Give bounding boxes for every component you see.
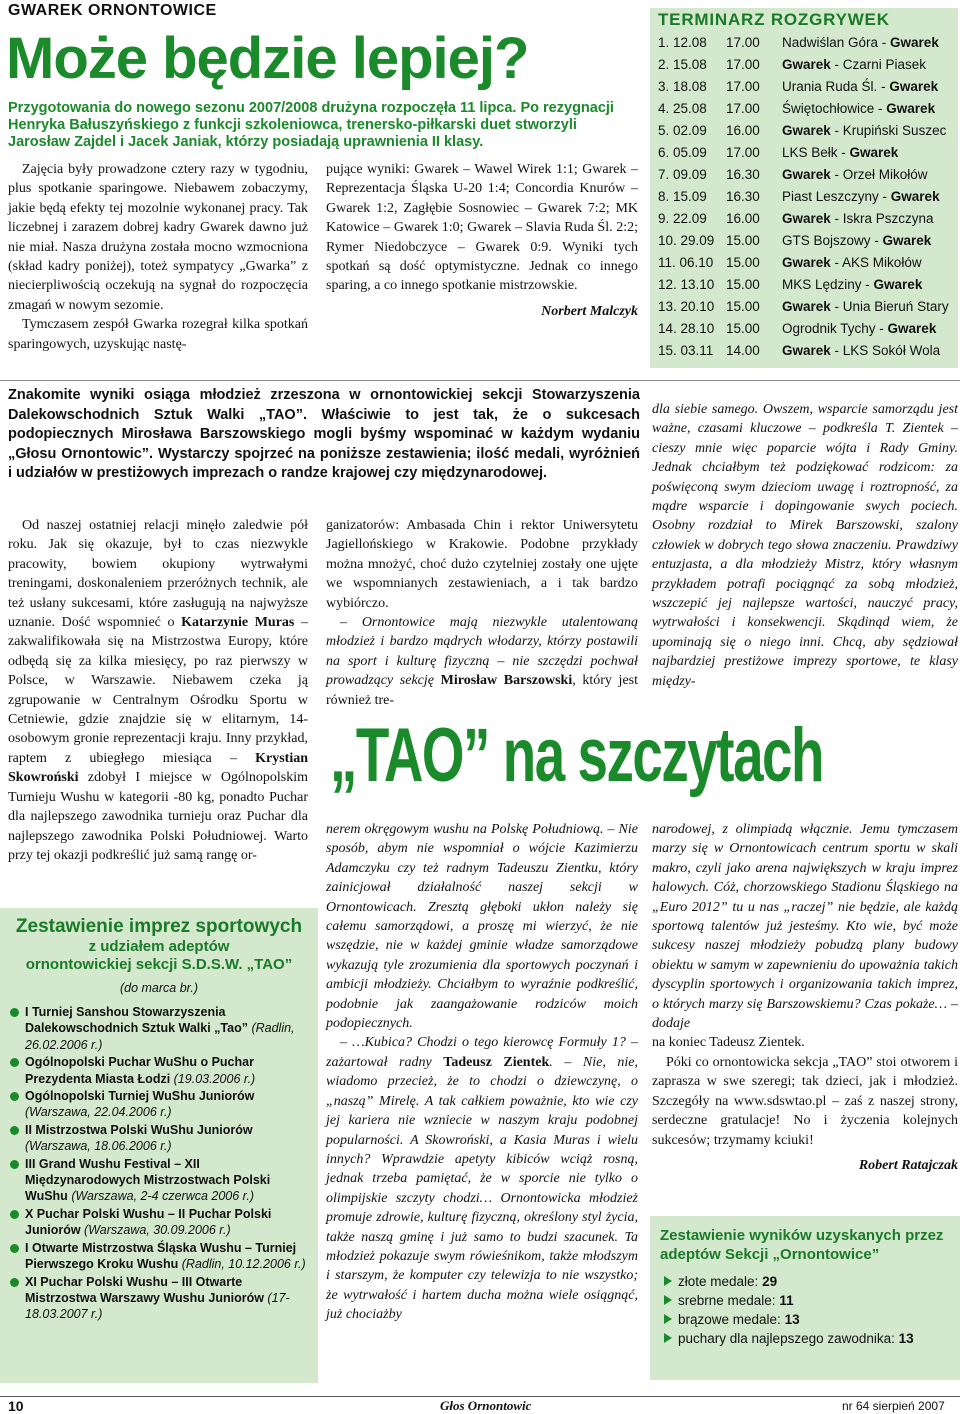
event-name: III Grand Wushu Festival – XII Międzynarodowych Mistrzostwach Polski WuShu xyxy=(25,1156,271,1204)
footer-logo: Głos Ornontowic xyxy=(440,1398,532,1413)
match-teams xyxy=(782,340,958,362)
medal-text xyxy=(678,1329,914,1348)
article2-paragraph: dla siebie samego. Owszem, wsparcie samorządu jest ważne, czasami kluczowe – podkreśla T. Zientek – cieszy mnie więc poparcie wójta i Rady Gminy. Jednak chciałbym też podziękować rodzicom: za poświęconą swym dzieciom uwagę i roztropność, za mądre wsparcie i dopingowanie swych pociech. Osobny rozdział to Mirek Barszowski, szalony człowiek w dobrych tego słowa znaczeniu. Prawdziwy entuzjasta, a dla młodzieży Mistrz, który własnym przykładem potrafi pociągnąć za sobą młodzież, wszczepić jej najlepsze wartości, nauczyć pracy, wytrwałości i konsekwencji. Skądinąd wiem, że upominają się o niego inni. Chcą, aby sędziował najbardziej prestiżowe imprezy sportowe, te klasy między- xyxy=(652,402,958,689)
away-team: Krupiński Suszec xyxy=(842,123,947,138)
home-team: Gwarek xyxy=(782,255,831,270)
triangle-bullet-icon xyxy=(664,1276,672,1286)
event-text xyxy=(25,1156,308,1205)
medal-item xyxy=(650,1329,960,1348)
medal-label: złote medale: xyxy=(678,1274,759,1289)
match-teams xyxy=(782,164,958,186)
home-team: Urania Ruda Śl. xyxy=(782,79,878,94)
match-teams xyxy=(782,98,958,120)
team-separator: - xyxy=(874,101,887,116)
article1-paragraph: Zajęcia były prowadzone cztery razy w tygodniu, plus spotkanie sparingowe. Niebawem zobaczymy, jakie będą efekty tej mozolnie wykonanej pracy. Tak liczebnej i zarazem dobrej kadry Gwarek dawno już nie miał. Nasza drużyna została mocno wzmocniona (skład kadry poniżej), toteż sympatycy „Gwarka” z niecierpliwością oczekują na sygnał do rozpoczęcia zmagań w nowym sezomie. xyxy=(8,162,308,313)
match-teams xyxy=(782,296,958,318)
schedule-row xyxy=(650,186,958,208)
match-date: 6. 05.09 xyxy=(658,145,707,160)
match-date: 15. 03.11 xyxy=(658,343,714,358)
match-teams xyxy=(782,186,958,208)
bullet-icon xyxy=(10,1278,19,1287)
team-separator: - xyxy=(837,145,850,160)
home-team: LKS Bełk xyxy=(782,145,838,160)
article1-paragraph: pujące wyniki: Gwarek – Wawel Wirek 1:1; Gwarek – Reprezentacja Śląska U-20 1:4; Concordia Knurów – Gwarek 1:2, Zagłębie Sosnowiec – Gwarek 7:2; MK Katowice – Gwarek 1:0; Gwarek – Slavia Ruda Śl. 2:2; Rymer Niedobczyce – Gwarek 0:9. Wyniki tych spotkań są dość optymistyczne. Jednak co innego sparing, a co innego spotkanie mistrzowskie. xyxy=(326,162,638,294)
match-date: 10. 29.09 xyxy=(658,233,715,248)
match-time: 17.00 xyxy=(726,101,760,116)
medals-box-title: Zestawienie wyników uzyskanych przez adeptów Sekcji „Ornontowice” xyxy=(660,1227,944,1263)
schedule-row xyxy=(650,98,958,120)
article2-paragraph: Póki co ornontowicka sekcja „TAO” stoi otworem i zaprasza w swe szeregi; tak dzieci, jak i młodzież. Szczegóły na www.sdswtao.pl – zaś z naszej strony, serdeczne gratulacje! No i życzenia kolejnych sukcesów; trzymamy kciuki! xyxy=(652,1054,958,1148)
medal-item xyxy=(650,1310,960,1329)
text-run: Od naszej ostatniej relacji minęło zaledwie pół roku. Jak się okazuje, był to czas niezwykle pracowity, bowiem okupiony wytrwałymi treningami, doskonaleniem przeróżnych technik, ale też usłany sukcesami, które zasługują na najwyższe uznanie. Dość wspomnieć o xyxy=(8,518,308,631)
match-time: 15.00 xyxy=(726,321,760,336)
home-team: Gwarek xyxy=(782,167,831,182)
events-box-subtitle-line: z udziałem adeptów xyxy=(88,938,230,955)
article2-column-2-bottom xyxy=(326,820,638,1325)
match-time: 17.00 xyxy=(726,35,760,50)
event-detail: (19.03.2006 r.) xyxy=(173,1071,256,1086)
event-item xyxy=(0,1122,318,1155)
event-item xyxy=(0,1054,318,1087)
home-team: Świętochłowice xyxy=(782,101,875,116)
home-team: Gwarek xyxy=(782,57,831,72)
medal-count: 13 xyxy=(898,1331,914,1346)
event-detail: (Warszawa, 18.06.2006 r.) xyxy=(25,1139,172,1154)
home-team: MKS Lędziny xyxy=(782,277,862,292)
team-separator: - xyxy=(830,343,843,358)
match-time: 15.00 xyxy=(726,255,760,270)
event-name: Ogólnopolski Turniej WuShu Juniorów xyxy=(25,1089,255,1104)
article2-paragraph: na koniec Tadeusz Zientek. xyxy=(652,1035,805,1051)
person-name: Krystian Skowroński xyxy=(8,750,308,786)
medal-item xyxy=(650,1272,960,1291)
text-run: , który jest również tre- xyxy=(326,673,639,708)
schedule-row xyxy=(650,296,958,318)
person-name: Mirosław Barszowski xyxy=(440,673,573,689)
event-detail: (17-18.03.2007 r.) xyxy=(25,1290,290,1322)
event-detail: (Warszawa, 30.09.2006 r.) xyxy=(84,1223,231,1238)
event-text xyxy=(25,1274,308,1323)
medal-label: srebrne medale: xyxy=(678,1293,776,1308)
match-date: 7. 09.09 xyxy=(658,167,707,182)
home-team: GTS Bojszowy xyxy=(782,233,871,248)
article2-column-3-bottom xyxy=(652,820,958,1175)
match-date: 5. 02.09 xyxy=(658,123,707,138)
schedule-row xyxy=(650,120,958,142)
team-separator: - xyxy=(875,321,888,336)
medal-count: 29 xyxy=(762,1274,778,1289)
away-team: Iskra Pszczyna xyxy=(842,211,934,226)
event-item xyxy=(0,1088,318,1121)
bullet-icon xyxy=(10,1210,19,1219)
lead-paragraph-tao: Znakomite wyniki osiąga młodzież zrzeszona w ornontowickiej sekcji Stowarzyszenia Dalekowschodnich Sztuk Walki „TAO”. Właściwie to jest tak, że o sukcesach podopiecznych Mirosława Barszowskiego mogli byśmy wspominać w każdym wydaniu „Głosu Ornontowic”. Wystarczy spojrzeć na poniższe zestawienia; ilość medali, wyróżnień i udziałów w prestiżowych imprezach o randze krajowej czy międzynarodowej. xyxy=(8,387,640,482)
event-detail: (Warszawa, 2-4 czerwca 2006 r.) xyxy=(71,1189,255,1204)
away-team: Gwarek xyxy=(849,145,899,160)
match-teams xyxy=(782,208,958,230)
article2-author: Robert Ratajczak xyxy=(858,1157,958,1173)
bullet-icon xyxy=(10,1008,19,1017)
home-team: Ogrodnik Tychy xyxy=(782,321,876,336)
team-separator: - xyxy=(830,167,843,182)
schedule-box xyxy=(650,8,958,368)
event-item xyxy=(0,1274,318,1323)
home-team: Gwarek xyxy=(782,343,831,358)
schedule-row xyxy=(650,54,958,76)
medal-label: puchary dla najlepszego zawodnika: xyxy=(678,1331,895,1346)
events-box-title: Zestawienie imprez sportowych xyxy=(15,916,303,937)
event-detail: (Warszawa, 22.04.2006 r.) xyxy=(25,1105,172,1120)
schedule-row xyxy=(650,230,958,252)
medal-text xyxy=(678,1291,794,1310)
event-text xyxy=(25,1206,308,1239)
event-name: I Turniej Sanshou Stowarzyszenia Dalekowschodnich Sztuk Walki „Tao” xyxy=(25,1005,248,1036)
article2-column-3-top xyxy=(652,400,958,691)
match-time: 15.00 xyxy=(726,233,760,248)
event-detail: (Radlin, 10.12.2006 r.) xyxy=(181,1257,306,1272)
medal-count: 11 xyxy=(779,1293,794,1308)
event-name: II Mistrzostwa Polski WuShu Juniorów xyxy=(25,1122,253,1137)
match-teams xyxy=(782,120,958,142)
match-date: 8. 15.09 xyxy=(658,189,707,204)
events-box-subtitle-line: ornontowickiej sekcji S.D.S.W. „TAO” xyxy=(25,956,293,973)
away-team: Gwarek xyxy=(873,277,923,292)
match-teams xyxy=(782,252,958,274)
triangle-bullet-icon xyxy=(664,1295,672,1305)
article2-column-1 xyxy=(8,516,308,865)
triangle-bullet-icon xyxy=(664,1314,672,1324)
schedule-title: TERMINARZ ROZGRYWEK xyxy=(658,10,890,29)
team-separator: - xyxy=(830,255,843,270)
bullet-icon xyxy=(10,1244,19,1253)
event-item xyxy=(0,1004,318,1053)
schedule-table xyxy=(650,32,958,362)
away-team: Orzeł Mikołów xyxy=(842,167,928,182)
article1-author: Norbert Malczyk xyxy=(541,303,638,319)
text-run: – Ornontowice mają niezwykle utalentowaną młodzież i bardzo mądrych włodarzy, którzy postawili na sport i kulturę fizyczną – nie szczędzi pochwał prowadzący sekcję xyxy=(326,615,638,689)
medal-count: 13 xyxy=(784,1312,800,1327)
bullet-icon xyxy=(10,1160,19,1169)
events-box-subtitle xyxy=(0,938,318,974)
team-separator: - xyxy=(878,35,891,50)
match-time: 17.00 xyxy=(726,79,760,94)
schedule-row xyxy=(650,252,958,274)
match-time: 15.00 xyxy=(726,277,760,292)
match-teams xyxy=(782,54,958,76)
event-item xyxy=(0,1156,318,1205)
medal-text xyxy=(678,1272,777,1291)
article2-paragraph xyxy=(8,516,308,865)
away-team: Czarni Piasek xyxy=(842,57,927,72)
event-text xyxy=(25,1240,308,1273)
bullet-icon xyxy=(10,1126,19,1135)
events-box xyxy=(0,908,318,1383)
schedule-row xyxy=(650,340,958,362)
schedule-row xyxy=(650,208,958,230)
match-date: 1. 12.08 xyxy=(658,35,707,50)
match-date: 11. 06.10 xyxy=(658,255,714,270)
article1-column-2 xyxy=(326,160,638,321)
article2-paragraph: ganizatorów: Ambasada Chin i rektor Uniwersytetu Jagiellońskiego w Krakowie. Podobne przykłady można mnożyć, choć dużo czytelniej zostały one ujęte we wspomnianych zestawieniach, a i tak bardzo wybiórczo. xyxy=(326,518,638,611)
match-date: 14. 28.10 xyxy=(658,321,715,336)
article2-paragraph: narodowej, z olimpiadą włącznie. Jemu tymczasem marzy się w Ornontowicach centrum sportu w skali makro, czyli jako arena największych w kraju imprez halowych. Cóż, chorzowskiego Stadionu Śląskiego na „Euro 2012” tu u nas „raczej” nie będzie, ale każdą sportową talentów już jesteśmy. Kto wie, być może sukcesy naszej młodzieży pobudzą plany budowy obiektu w samym w zapewnieniu do upoważnia takich dyscyplin sportowych i organizowania takich imprez, o których marzy się Barszowskiemu? Czas pokaże… – dodaje xyxy=(652,822,958,1032)
event-name: I Otwarte Mistrzostwa Śląska Wushu – Turniej Pierwszego Kroku Wushu xyxy=(25,1240,297,1272)
medal-text xyxy=(678,1310,800,1329)
schedule-row xyxy=(650,142,958,164)
match-time: 14.00 xyxy=(726,343,760,358)
article2-paragraph xyxy=(326,613,638,710)
team-separator: - xyxy=(861,277,874,292)
match-time: 17.00 xyxy=(726,57,760,72)
article-title-tao: „TAO” na szczytach xyxy=(330,713,824,798)
issue-label: nr 64 sierpień 2007 xyxy=(842,1399,945,1413)
match-date: 3. 18.08 xyxy=(658,79,707,94)
match-time: 16.30 xyxy=(726,167,760,182)
match-date: 9. 22.09 xyxy=(658,211,707,226)
away-team: Gwarek xyxy=(890,189,940,204)
match-date: 12. 13.10 xyxy=(658,277,715,292)
schedule-row xyxy=(650,164,958,186)
match-date: 2. 15.08 xyxy=(658,57,707,72)
triangle-bullet-icon xyxy=(664,1333,672,1343)
headline: Może będzie lepiej? xyxy=(6,26,529,91)
article2-paragraph: nerem okręgowym wushu na Polskę Południową. – Nie sposób, abym nie wspomniał o wójcie Kazimierzu Adamczyku czy też radnym Tadeuszu Zientku, który zainicjował działalność naszej sekcji w Ornontowicach. Zresztą głęboki ukłon należy się całemu samorządowi, a proszę mi wierzyć, że nie wszędzie, nie w każdej gminie władze samorządowe wykazują tyle zrozumienia dla sportowych poczynań i ambicji młodzieży. Chciałbym to wyraźnie podkreślić, podobnie jak zaangażowanie rodziców moich podopiecznych. xyxy=(326,822,638,1032)
events-box-note: (do marca br.) xyxy=(119,981,199,995)
schedule-row xyxy=(650,318,958,340)
schedule-row xyxy=(650,274,958,296)
match-teams xyxy=(782,230,958,252)
events-list xyxy=(0,1004,318,1323)
home-team: Gwarek xyxy=(782,211,831,226)
medals-list xyxy=(650,1272,960,1348)
team-separator: - xyxy=(878,189,891,204)
schedule-row xyxy=(650,32,958,54)
home-team: Piast Leszczyny xyxy=(782,189,879,204)
home-team: Gwarek xyxy=(782,123,831,138)
away-team: Gwarek xyxy=(882,233,932,248)
lead-paragraph: Przygotowania do nowego sezonu 2007/2008 drużyna rozpoczęła 11 lipca. Po rezygnacji Henryka Bałuszyńskiego z funkcji szkoleniowca, trenersko-piłkarski duet stworzyli Jarosław Zajdel i Jacek Janiak, którzy posiadają uprawnienia II klasy. xyxy=(8,100,614,150)
away-team: Gwarek xyxy=(889,79,939,94)
event-detail: (Radlin, 26.02.2006 r.) xyxy=(25,1021,295,1052)
medal-label: brązowe medale: xyxy=(678,1312,781,1327)
match-time: 16.30 xyxy=(726,189,760,204)
match-teams xyxy=(782,318,958,340)
away-team: Gwarek xyxy=(886,101,936,116)
person-name: Tadeusz Zientek xyxy=(443,1054,550,1070)
section-kicker: GWAREK ORNONTOWICE xyxy=(8,2,217,19)
match-teams xyxy=(782,142,958,164)
home-team: Nadwiślan Góra xyxy=(782,35,879,50)
match-teams xyxy=(782,32,958,54)
footer-rule xyxy=(0,1396,960,1397)
text-run: – zakwalifikowała się na Mistrzostwa Europy, które odbędą się za kilka miesięcy, po raz pierwszy w Polsce, w Warszawie. Niebawem czeka ją zgrupowanie w Centralnym Ośrodku Sportu w Cetniewie, gdzie znajdzie się w elitarnym, 14-osobowym gronie reprezentacji kraju. Inny przykład, raptem z ubiegłego miesiąca – xyxy=(8,615,309,766)
team-separator: - xyxy=(830,57,843,72)
article2-paragraph xyxy=(326,1033,638,1324)
article1-column-1 xyxy=(8,160,308,354)
match-date: 4. 25.08 xyxy=(658,101,707,116)
team-separator: - xyxy=(830,299,843,314)
event-item xyxy=(0,1206,318,1239)
bullet-icon xyxy=(10,1058,19,1067)
event-name: X Puchar Polski Wushu – II Puchar Polski Juniorów xyxy=(25,1206,272,1238)
medals-box xyxy=(650,1216,960,1380)
article1-paragraph: Tymczasem zespół Gwarka rozegrał kilka spotkań sparingowych, uzyskując nastę- xyxy=(8,317,308,352)
text-run: – …Kubica? Chodzi o tego kierowcę Formuły 1? – zażartował radny xyxy=(326,1035,638,1070)
team-separator: - xyxy=(830,211,843,226)
event-name: Ogólnopolski Puchar WuShu o Puchar Prezydenta Miasta Łodzi xyxy=(25,1055,254,1086)
match-date: 13. 20.10 xyxy=(658,299,715,314)
event-text xyxy=(25,1122,308,1155)
text-run: . – Nie, nie, wiadomo przecież, że to chodzi o dziewczynę, o „naszą” Mirelę. A tak całkiem poważnie, kto wie czy jej kariera nie wzniecie w naszym kraju podobnej popularności. A Skowroński, a Kasia Muras i wielu innych? Wprawdzie apetyty kibiców wciąż rosną, jednak trzeba pamiętać, że w sporcie nie tylko o olimpijskie szczyty chodzi… Ornontowicka młodzież promuje zdrowie, kulturę fizyczną, określony styl życia, także naszą gminę i już samo to budzi szacunek. Ta młodzież pokazuje swym rówieśnikom, także młodszym i starszym, że komputer czy telewizja to nie wszystko; że wytrwałość i hartem ducha można wiele osiągnąć, już chociażby xyxy=(326,1054,639,1323)
event-item xyxy=(0,1240,318,1273)
team-separator: - xyxy=(870,233,883,248)
match-time: 15.00 xyxy=(726,299,760,314)
bullet-icon xyxy=(10,1092,19,1101)
person-name: Katarzynie Muras xyxy=(181,615,295,631)
away-team: LKS Sokół Wola xyxy=(842,343,941,358)
home-team: Gwarek xyxy=(782,299,831,314)
away-team: AKS Mikołów xyxy=(842,255,922,270)
article2-column-2-top xyxy=(326,516,638,710)
away-team: Gwarek xyxy=(887,321,937,336)
team-separator: - xyxy=(877,79,890,94)
event-text xyxy=(25,1004,308,1053)
page-number: 10 xyxy=(8,1398,24,1414)
away-team: Gwarek xyxy=(890,35,939,50)
event-text xyxy=(25,1054,308,1087)
event-name: XI Puchar Polski Wushu – III Otwarte Mistrzostwa Warszawy Wushu Juniorów xyxy=(25,1274,264,1305)
match-time: 16.00 xyxy=(726,211,760,226)
match-teams xyxy=(782,76,958,98)
section-divider xyxy=(0,380,960,381)
away-team: Unia Bieruń Stary xyxy=(842,299,949,314)
medal-item xyxy=(650,1291,960,1310)
match-time: 16.00 xyxy=(726,123,760,138)
match-teams xyxy=(782,274,958,296)
schedule-row xyxy=(650,76,958,98)
event-text xyxy=(25,1088,308,1121)
team-separator: - xyxy=(830,123,843,138)
match-time: 17.00 xyxy=(726,145,760,160)
text-run: zdobył I miejsce w Ogólnopolskim Turnieju Wushu w kategorii -80 kg, ponadto Puchar dla najlepszego zawodnika turnieju oraz Puchar dla najlepszego zawodnika Polski Południowej. Warto przy tej okazji podkreślić już samą rangę or- xyxy=(8,770,308,863)
